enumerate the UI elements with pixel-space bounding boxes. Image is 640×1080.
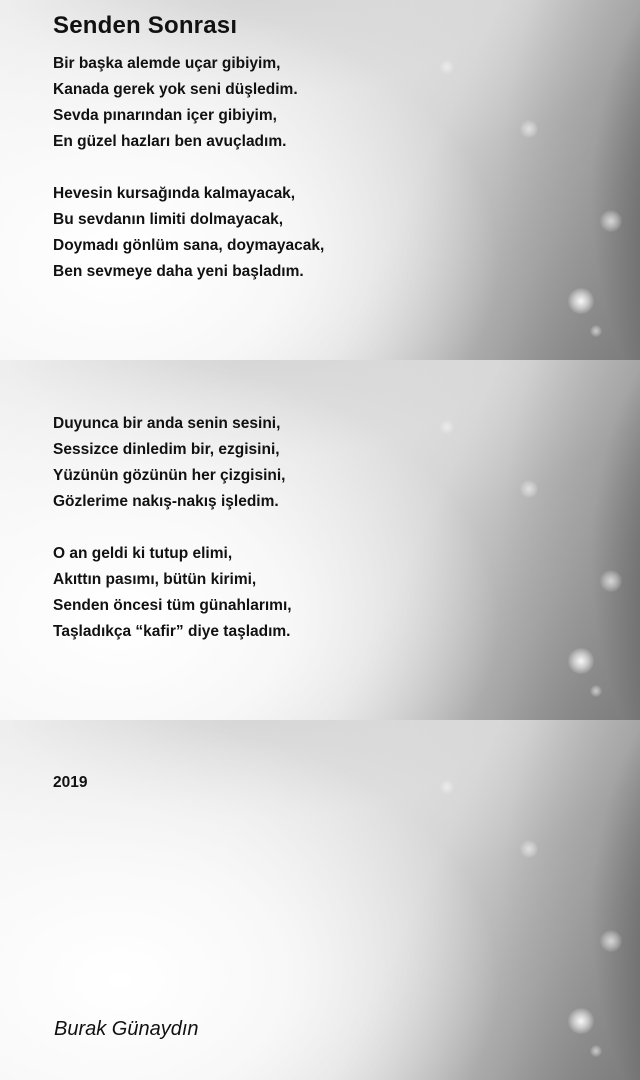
verse-line: Kanada gerek yok seni düşledim. — [53, 81, 298, 98]
bokeh-light — [568, 1008, 594, 1034]
verse-line: Hevesin kursağında kalmayacak, — [53, 185, 296, 202]
stanza-4 — [53, 541, 292, 645]
bokeh-light — [440, 60, 454, 74]
verse-line: Taşladıkça “kafir” diye taşladım. — [53, 623, 291, 640]
verse-line: Bir başka alemde uçar gibiyim, — [53, 55, 281, 72]
bokeh-light — [600, 210, 622, 232]
verse-line: Yüzünün gözünün her çizgisini, — [53, 467, 286, 484]
poem-panel-1 — [0, 0, 640, 360]
bokeh-light — [568, 288, 594, 314]
poem-title: Senden Sonrası — [53, 12, 238, 39]
bokeh-light — [440, 780, 454, 794]
poem-panel-2 — [0, 360, 640, 720]
verse-line: Duyunca bir anda senin sesini, — [53, 415, 281, 432]
bokeh-light — [590, 325, 602, 337]
bokeh-light — [520, 840, 538, 858]
verse-line: Bu sevdanın limiti dolmayacak, — [53, 211, 283, 228]
stanza-3 — [53, 411, 286, 515]
bokeh-light — [440, 420, 454, 434]
poem-author: Burak Günaydın — [54, 1018, 199, 1040]
verse-line: Gözlerime nakış-nakış işledim. — [53, 493, 279, 510]
poem-year: 2019 — [53, 774, 88, 791]
bokeh-light — [520, 480, 538, 498]
verse-line: O an geldi ki tutup elimi, — [53, 545, 233, 562]
verse-line: Doymadı gönlüm sana, doymayacak, — [53, 237, 325, 254]
verse-line: Senden öncesi tüm günahlarımı, — [53, 597, 292, 614]
bokeh-light — [568, 648, 594, 674]
bokeh-light — [590, 685, 602, 697]
verse-line: Sevda pınarından içer gibiyim, — [53, 107, 277, 124]
bokeh-light — [600, 570, 622, 592]
verse-line: Akıttın pasımı, bütün kirimi, — [53, 571, 257, 588]
poem-panel-3 — [0, 720, 640, 1080]
verse-line: Ben sevmeye daha yeni başladım. — [53, 263, 304, 280]
bokeh-light — [590, 1045, 602, 1057]
bokeh-light — [520, 120, 538, 138]
bokeh-light — [600, 930, 622, 952]
verse-line: En güzel hazları ben avuçladım. — [53, 133, 287, 150]
verse-line: Sessizce dinledim bir, ezgisini, — [53, 441, 280, 458]
stanza-1 — [53, 51, 298, 155]
stanza-2 — [53, 181, 324, 285]
